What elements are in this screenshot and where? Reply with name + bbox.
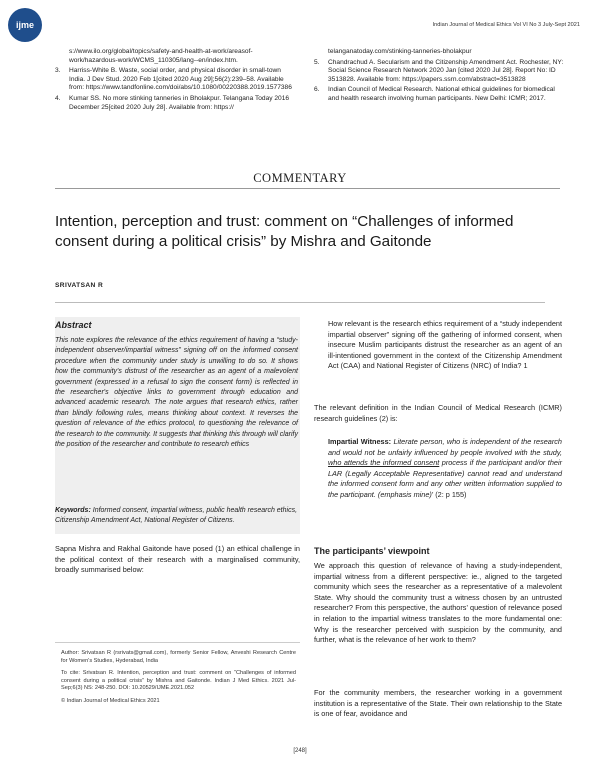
intro-paragraph: Sapna Mishra and Rakhal Gaitonde have posed (1) an ethical challenge in the political context of their research with a marginalised community, broadly summarised below: xyxy=(55,544,300,575)
reference-item: 5. Chandrachud A. Secularism and the Citizenship Amendment Act. Rochester, NY: Social Science Research Network 2020 Jan [cited 2020 Jul 28]. Report No: ID 3513828. Available from: https://papers.ssrn.com/abstract=3513828 xyxy=(314,58,564,83)
divider xyxy=(55,642,300,643)
section-label: COMMENTARY xyxy=(253,171,347,185)
keywords-text: Informed consent, impartial witness, public health research ethics, Citizenship Amendment Act, National Register of Citizens. xyxy=(55,507,298,525)
reference-continuation: telanganatoday.com/stinking-tanneries-bholakpur xyxy=(328,48,472,55)
reference-continuation: s://www.ilo.org/global/topics/safety-and-health-at-work/areasof-work/hazardous-work/WCMS_110305/lang--en/index.htm. xyxy=(69,48,253,64)
body-paragraph: We approach this question of relevance of having a study-independent, impartial witness from a different perspective: ie., aligned to the targeted community which sees the researcher as a representative of a malevolent State. Why should the community trust a witness chosen by an untrusted researcher? From this perspective, the authors’ question of relevance posed in relation to the impartial witness translates to the more fundamental one: Why is the researcher perceived with suspicion by the community, and further, what is the relevance of her work to them? xyxy=(314,561,562,645)
article-author: SRIVATSAN R xyxy=(55,282,104,289)
citation-line: To cite: Srivatsan R. Intention, perception and trust: comment on “Challenges of informed consent during a political crisis” by Mishra and Gaitonde. Indian J Med Ethics. 2021 Jul-Sep;6(3) NS: 248-250. DOI: 10.20529/IJME.2021.052 xyxy=(61,670,296,691)
journal-header-line: Indian Journal of Medical Ethics Vol VI No 3 July-Sept 2021 xyxy=(432,22,580,28)
author-correspondence: Author: Srivatsan R (rsrivats@gmail.com), formerly Senior Fellow, Anveshi Research Centre for Women's Studies, Hyderabad, India xyxy=(61,650,296,664)
definition-quote: Impartial Witness: Literate person, who is independent of the research and would not be unfairly influenced by people involved with the study, who attends the informed consent process if the participant and/or their LAR (Legally Acceptable Representative) cannot read and understand the informed consent form and any other written information supplied to the participant. (emphasis mine)’ (2: p 155) xyxy=(328,437,562,499)
reference-item: 4. Kumar SS. No more stinking tanneries in Bholakpur. Telangana Today 2016 December 25[cited 2020 July 28]. Available from: https:// xyxy=(55,94,290,111)
emphasised-text: who attends the informed consent xyxy=(328,458,440,468)
divider xyxy=(55,188,560,189)
question-quote: How relevant is the research ethics requirement of a “study independent impartial observer” signing off the gathering of informed consent, when insecure Muslim participants distrust the researcher as an agent of an ill-intentioned government in the context of the Citizenship Amendment Act (CAA) and National Register of Citizens (NRC) of India? 1 xyxy=(328,319,562,371)
divider xyxy=(55,302,545,303)
references-left xyxy=(55,48,295,112)
body-paragraph: For the community members, the researcher working in a government institution is a representative of the State. Their own relationship to the State is one of fear, avoidance and xyxy=(314,688,562,719)
article-title: Intention, perception and trust: comment on “Challenges of informed consent during a political crisis” by Mishra and Gaitonde xyxy=(55,213,514,250)
section-subheading: The participants’ viewpoint xyxy=(314,546,430,556)
journal-logo: ijme xyxy=(8,8,42,42)
keywords xyxy=(55,506,298,527)
references-right xyxy=(314,48,564,104)
keywords-label: Keywords: xyxy=(55,507,91,514)
definition-term: Impartial Witness: xyxy=(328,437,392,446)
reference-item: 3. Harriss-White B. Waste, social order, and physical disorder in small-town India. J Dev Stud. 2020 Feb 1[cited 2020 Aug 29];56(2):239–58. Available from: https://www.tandfonline.com/doi/abs/10.1080/00220388.2019.1577386 xyxy=(55,67,292,92)
abstract-heading: Abstract xyxy=(55,320,92,330)
reference-item: 6. Indian Council of Medical Research. National ethical guidelines for biomedical and health research involving human participants. New Delhi: ICMR; 2017. xyxy=(314,86,555,102)
correspondence-block xyxy=(61,650,296,710)
page-number: [248] xyxy=(293,748,307,754)
copyright-line: © Indian Journal of Medical Ethics 2021 xyxy=(61,697,160,704)
abstract-body: This note explores the relevance of the ethics requirement of having a “study-independent observer/impartial witness” signing off on the informed consent procedure when the community under study is unwilling to do so. It shows how the community's distrust of the researcher as an agent of a malevolent government (expressed in a refusal to sign the consent form) is reflected in the researcher's objective links to government through education and advanced academic research. The note argues that research ethics, rather than blindly following rules, means thinking about context. It reverses the question of relevance of the ethics protocol, to questioning the relevance of the research to the community. It suggests that thinking this through will clarify the position of the researcher and contribute to research ethics xyxy=(55,337,298,449)
definition-intro: The relevant definition in the Indian Council of Medical Research (ICMR) research guidelines (2) is: xyxy=(314,403,562,423)
